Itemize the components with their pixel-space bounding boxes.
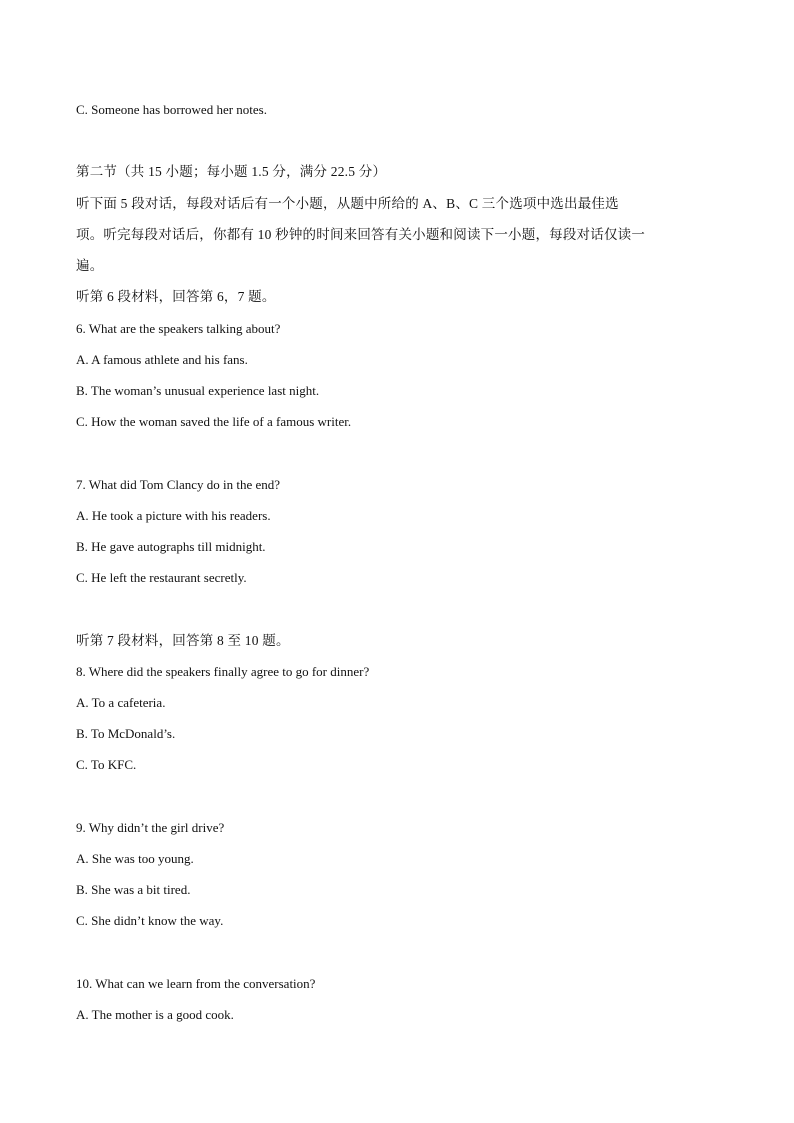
q6-option-b: B. The woman’s unusual experience last night. — [76, 383, 320, 398]
q9-option-c: C. She didn’t know the way. — [76, 913, 224, 928]
instructions-line-1: 听下面 5 段对话，每段对话后有一个小题，从题中所给的 A、B、C 三个选项中选出最佳选 — [76, 196, 619, 211]
q6-option-a: A. A famous athlete and his fans. — [76, 352, 248, 367]
prev-option-c: C. Someone has borrowed her notes. — [76, 102, 267, 117]
q7-option-b: B. He gave autographs till midnight. — [76, 539, 266, 554]
q9-stem: 9. Why didn’t the girl drive? — [76, 820, 225, 835]
q8-option-a: A. To a cafeteria. — [76, 695, 166, 710]
q8-option-b: B. To McDonald’s. — [76, 726, 176, 741]
q9-option-b: B. She was a bit tired. — [76, 882, 191, 897]
q7-stem: 7. What did Tom Clancy do in the end? — [76, 477, 281, 492]
q10-option-a: A. The mother is a good cook. — [76, 1007, 234, 1022]
material-7-intro: 听第 7 段材料，回答第 8 至 10 题。 — [76, 633, 290, 648]
instructions-line-3: 遍。 — [76, 258, 104, 273]
section-heading: 第二节（共 15 小题；每小题 1.5 分，满分 22.5 分） — [76, 164, 387, 179]
q8-stem: 8. Where did the speakers finally agree to go for dinner? — [76, 664, 370, 679]
material-6-intro: 听第 6 段材料，回答第 6，7 题。 — [76, 289, 276, 304]
q8-option-c: C. To KFC. — [76, 757, 137, 772]
q9-option-a: A. She was too young. — [76, 851, 194, 866]
q7-option-c: C. He left the restaurant secretly. — [76, 570, 247, 585]
q6-option-c: C. How the woman saved the life of a famous writer. — [76, 414, 352, 429]
q7-option-a: A. He took a picture with his readers. — [76, 508, 271, 523]
instructions-line-2: 项。听完每段对话后，你都有 10 秒钟的时间来回答有关小题和阅读下一小题，每段对话仅读一 — [76, 227, 646, 242]
q10-stem: 10. What can we learn from the conversation? — [76, 976, 316, 991]
q6-stem: 6. What are the speakers talking about? — [76, 321, 281, 336]
